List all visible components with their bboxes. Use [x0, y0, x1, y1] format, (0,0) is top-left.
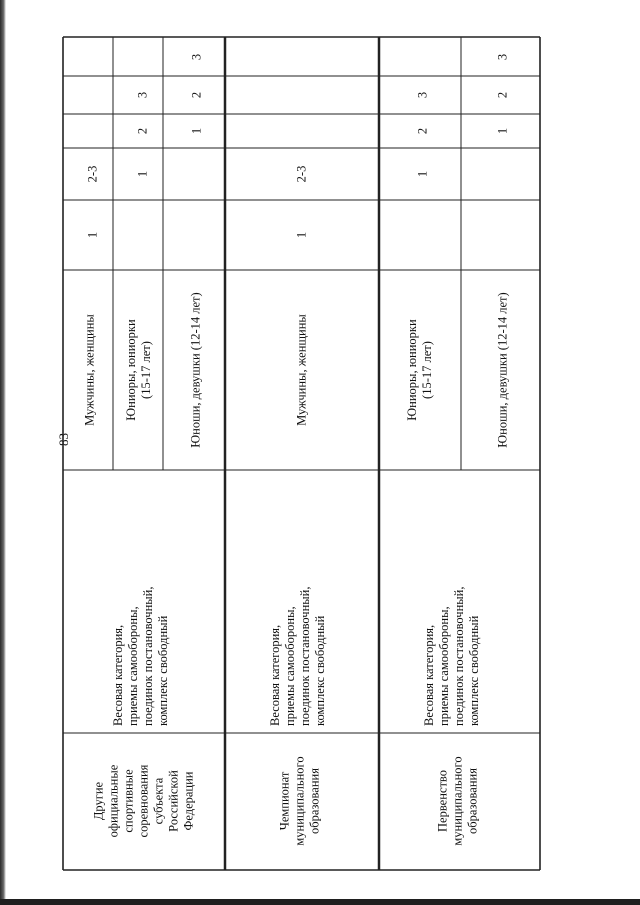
place-cell: 1: [85, 231, 100, 239]
age-group-label: Мужчины, женщины: [82, 314, 97, 426]
place-cell: 3: [415, 91, 430, 99]
age-group-label: Мужчины, женщины: [294, 314, 309, 426]
place-cell: 1: [135, 170, 150, 178]
place-cell: 2-3: [294, 165, 309, 183]
place-cell: 2: [135, 127, 150, 135]
place-cell: 2: [495, 91, 510, 99]
page-number: 83: [56, 433, 71, 446]
place-cell: 3: [495, 53, 510, 61]
place-cell: 1: [415, 170, 430, 178]
competition-discipline: Весовая категория, приемы самообороны, поединок постановочный, комплекс свободный: [111, 586, 170, 726]
place-cell: 1: [189, 127, 204, 135]
competition-discipline: Весовая категория, приемы самообороны, поединок постановочный, комплекс свободный: [268, 586, 327, 726]
place-cell: 2: [189, 91, 204, 99]
competition-name: Другие официальные спортивные соревнования субъекта Российской Федерации: [91, 764, 196, 838]
place-cell: 1: [294, 231, 309, 239]
place-cell: 3: [189, 53, 204, 61]
place-cell: 1: [495, 127, 510, 135]
place-cell: 2: [415, 127, 430, 135]
place-cell: 3: [135, 91, 150, 99]
competition-name: Чемпионат муниципального образования: [277, 756, 322, 846]
age-group-label: Юниоры, юниорки (15-17 лет): [405, 319, 434, 421]
age-group-label: Юноши, девушки (12-14 лет): [495, 292, 510, 448]
age-group-label: Юноши, девушки (12-14 лет): [188, 292, 203, 448]
age-group-label: Юниоры, юниорки (15-17 лет): [124, 319, 153, 421]
competition-discipline: Весовая категория, приемы самообороны, поединок постановочный, комплекс свободный: [422, 586, 481, 726]
competition-name: Первенство муниципального образования: [435, 756, 480, 846]
place-cell: 2-3: [85, 165, 100, 183]
